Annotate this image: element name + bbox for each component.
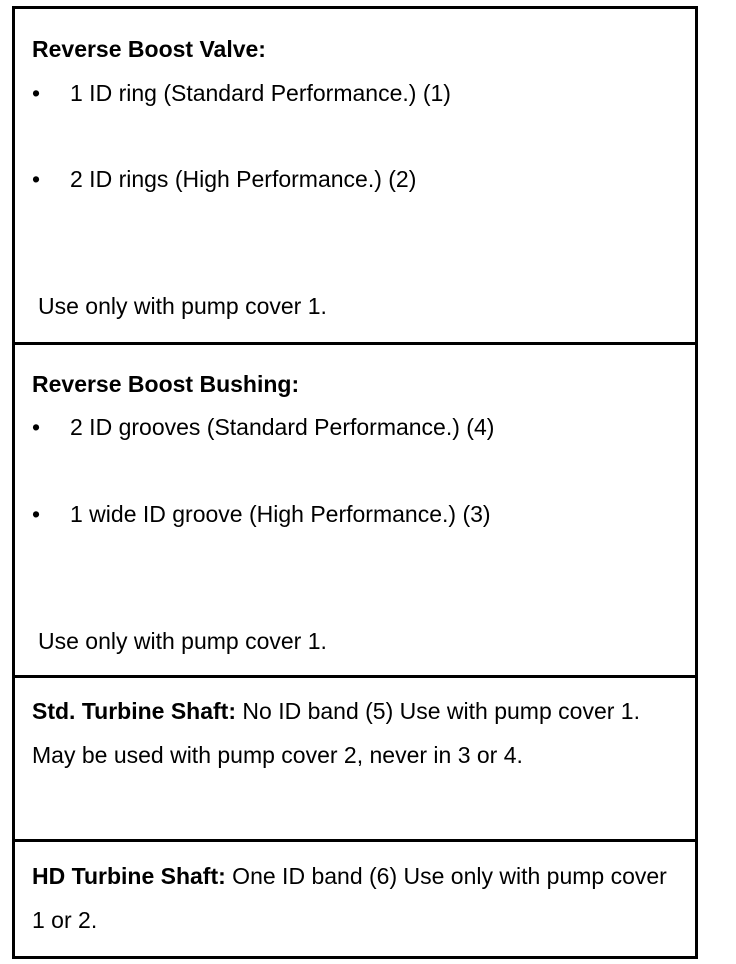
- list-item-text: 1 wide ID groove (High Performance.) (3): [70, 501, 491, 527]
- std-turbine-shaft-section: [15, 675, 695, 839]
- bullet-icon: •: [32, 166, 41, 192]
- list-item: [32, 168, 416, 191]
- usage-note: Use only with pump cover 1.: [38, 628, 327, 654]
- std-turbine-shaft-text: No ID band (5) Use with pump cover 1. May be used with pump cover 2, never in 3 or 4.: [32, 698, 640, 768]
- list-item: [32, 416, 494, 439]
- std-turbine-shaft-label: Std. Turbine Shaft:: [32, 698, 237, 724]
- list-item-text: 2 ID rings (High Performance.) (2): [70, 166, 417, 192]
- hd-turbine-shaft-label: HD Turbine Shaft:: [32, 863, 226, 889]
- hd-turbine-shaft-paragraph: [32, 854, 672, 942]
- list-item-text: 2 ID grooves (Standard Performance.) (4): [70, 414, 495, 440]
- list-item: [32, 82, 451, 105]
- bullet-icon: •: [32, 501, 41, 527]
- section-heading: Reverse Boost Bushing:: [32, 371, 300, 397]
- usage-note: Use only with pump cover 1.: [38, 293, 327, 319]
- bullet-icon: •: [32, 414, 41, 440]
- reverse-boost-bushing-section: [15, 342, 695, 675]
- hd-turbine-shaft-text: One ID band (6) Use only with pump cover 1 or 2.: [32, 863, 667, 933]
- hd-turbine-shaft-section: [15, 839, 695, 959]
- list-item: [32, 503, 491, 526]
- reverse-boost-valve-section: [15, 9, 695, 342]
- id-reference-table: [12, 6, 698, 959]
- list-item-text: 1 ID ring (Standard Performance.) (1): [70, 80, 451, 106]
- bullet-icon: •: [32, 80, 41, 106]
- section-heading: Reverse Boost Valve:: [32, 36, 266, 62]
- std-turbine-shaft-paragraph: [32, 689, 672, 777]
